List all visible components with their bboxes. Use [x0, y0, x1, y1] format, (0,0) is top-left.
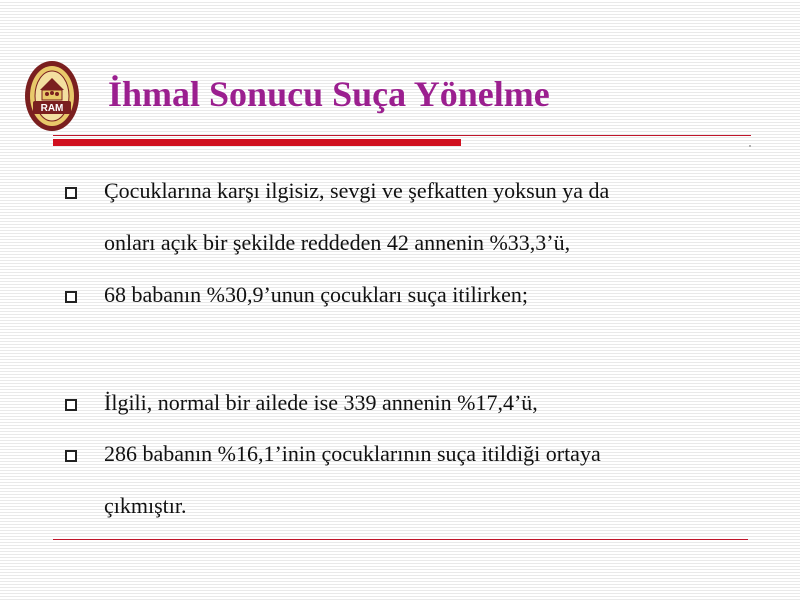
bullet-item-4 [65, 428, 715, 532]
bullet-line: onları açık bir şekilde reddeden 42 annenin %33,3’ü, [104, 230, 571, 255]
square-bullet-icon [65, 399, 77, 411]
bullet-item-2 [65, 269, 715, 321]
bullet-line: 286 babanın %16,1’inin çocuklarının suça itildiği ortaya [104, 441, 601, 466]
page-title: İhmal Sonucu Suça Yönelme [108, 74, 550, 114]
bullet-line: 68 babanın %30,9’unun çocukları suça itilirken; [104, 282, 528, 307]
logo-text: RAM [40, 103, 64, 114]
footer-divider [53, 539, 748, 540]
bullet-line: Çocuklarına karşı ilgisiz, sevgi ve şefkatten yoksun ya da [104, 178, 610, 203]
square-bullet-icon [65, 291, 77, 303]
bullet-line: çıkmıştır. [104, 493, 187, 518]
bullet-item-3 [65, 377, 715, 429]
bullet-item-1 [65, 165, 715, 269]
square-bullet-icon [65, 187, 77, 199]
bullet-line: İlgili, normal bir ailede ise 339 annenin %17,4’ü, [104, 390, 538, 415]
square-bullet-icon [65, 450, 77, 462]
